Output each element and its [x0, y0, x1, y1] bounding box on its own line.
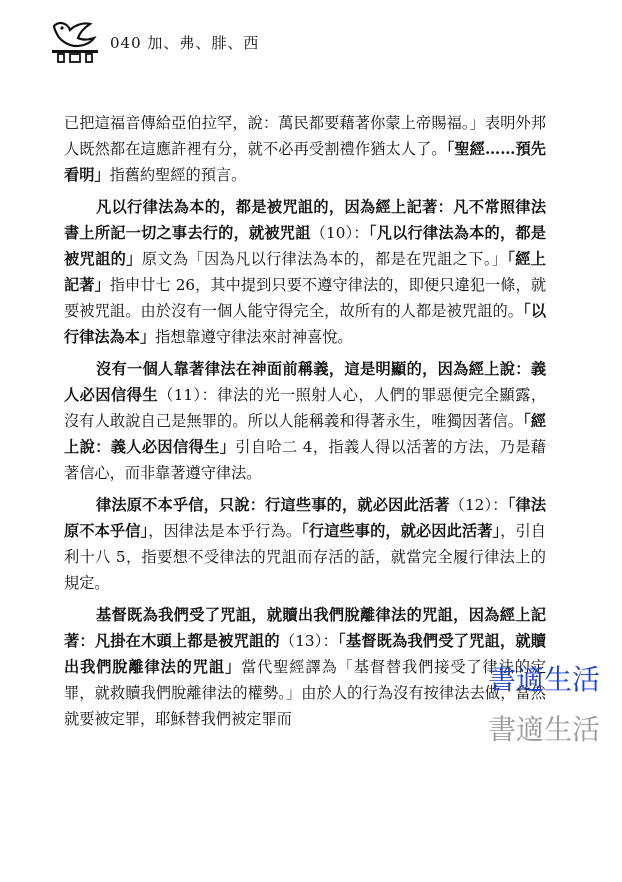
paragraph — [64, 356, 546, 486]
body-text-segment: （13）： — [279, 632, 339, 650]
body-text-segment: 引自哈二 4，指義人得以活著的方法，乃是藉著信心，而非靠著遵守律法。 — [64, 438, 546, 482]
emphasis-text: 「以行律法為本」 — [64, 302, 547, 346]
running-title: 040 加、弗、腓、西 — [110, 34, 260, 52]
paragraph — [64, 492, 546, 596]
body-text-segment: ，引自利十八 5，指要想不受律法的咒詛而存活的話，就當完全履行律法上的規定。 — [64, 522, 546, 592]
body-text-segment: 指舊約聖經的預言。 — [109, 166, 247, 184]
emphasis-text: 「經上記著」 — [64, 250, 546, 294]
page-header — [48, 16, 588, 66]
emphasis-text: 沒有一個人靠著律法在神面前稱義，這是明顯的，因為經上說：義人必因信得生 — [64, 360, 546, 404]
body-text-segment: （10）： — [310, 224, 369, 242]
paragraph — [64, 110, 546, 188]
body-text-segment: 已把這福音傳給亞伯拉罕，說：萬民都要藉著你蒙上帝賜福。」表明外邦人既然都在這應許裡有分，就不必再受割禮作猶太人了。 — [64, 114, 546, 158]
body-text-segment: 指想靠遵守律法來討神喜悅。 — [155, 328, 353, 346]
body-text-segment: （12）： — [449, 496, 508, 514]
body-text-segment: 指申廿七 26，其中提到只要不遵守律法的，即便只違犯一條，就要被咒詛。由於沒有一個人能守得完全，故所有的人都是被咒詛的。 — [64, 276, 547, 320]
paragraph — [64, 194, 546, 350]
emphasis-text: 基督既為我們受了咒詛，就贖出我們脫離律法的咒詛，因為經上記著：凡掛在木頭上都是被咒詛的 — [64, 606, 546, 650]
body-text-segment: 原文為「因為凡以行律法為本的，都是在咒詛之下。」 — [141, 250, 508, 268]
watermark-primary: 書適生活 — [487, 663, 600, 696]
emphasis-text: 「律法原不本乎信」 — [64, 496, 547, 540]
watermark-secondary: 書適生活 — [487, 713, 600, 746]
emphasis-text: 凡以行律法為本的，都是被咒詛的，因為經上記著：凡不常照律法書上所記一切之事去行的，就被咒詛 — [64, 198, 546, 242]
emphasis-text: 「聖經……預先看明」 — [64, 140, 546, 184]
body-text-segment: 當代聖經譯為「基督替我們接受了律法的定罪，就救贖我們脫離律法的權勢。」由於人的行為沒有按律法去做，當然就要被定罪，耶穌替我們被定罪而 — [64, 658, 547, 728]
body-text — [64, 110, 546, 738]
emphasis-text: 「凡以行律法為本的，都是被咒詛的」 — [64, 224, 546, 268]
emphasis-text: 「基督既為我們受了咒詛，就贖出我們脫離律法的咒詛」 — [64, 632, 546, 676]
paragraph — [64, 602, 546, 732]
dove-logo-icon — [48, 16, 102, 64]
emphasis-text: 律法原不本乎信，只說：行這些事的，就必因此活著 — [96, 496, 450, 514]
body-text-segment: ，因律法是本乎行為。 — [148, 522, 302, 540]
body-text-segment: （11）：律法的光一照射人心，人們的罪惡便完全顯露，沒有人敢說自己是無罪的。所以人能稱義和得著永生，唯獨因著信。 — [64, 386, 547, 430]
emphasis-text: 「行這些事的，就必因此活著」 — [301, 522, 501, 540]
emphasis-text: 「經上說：義人必因信得生」 — [64, 412, 547, 456]
